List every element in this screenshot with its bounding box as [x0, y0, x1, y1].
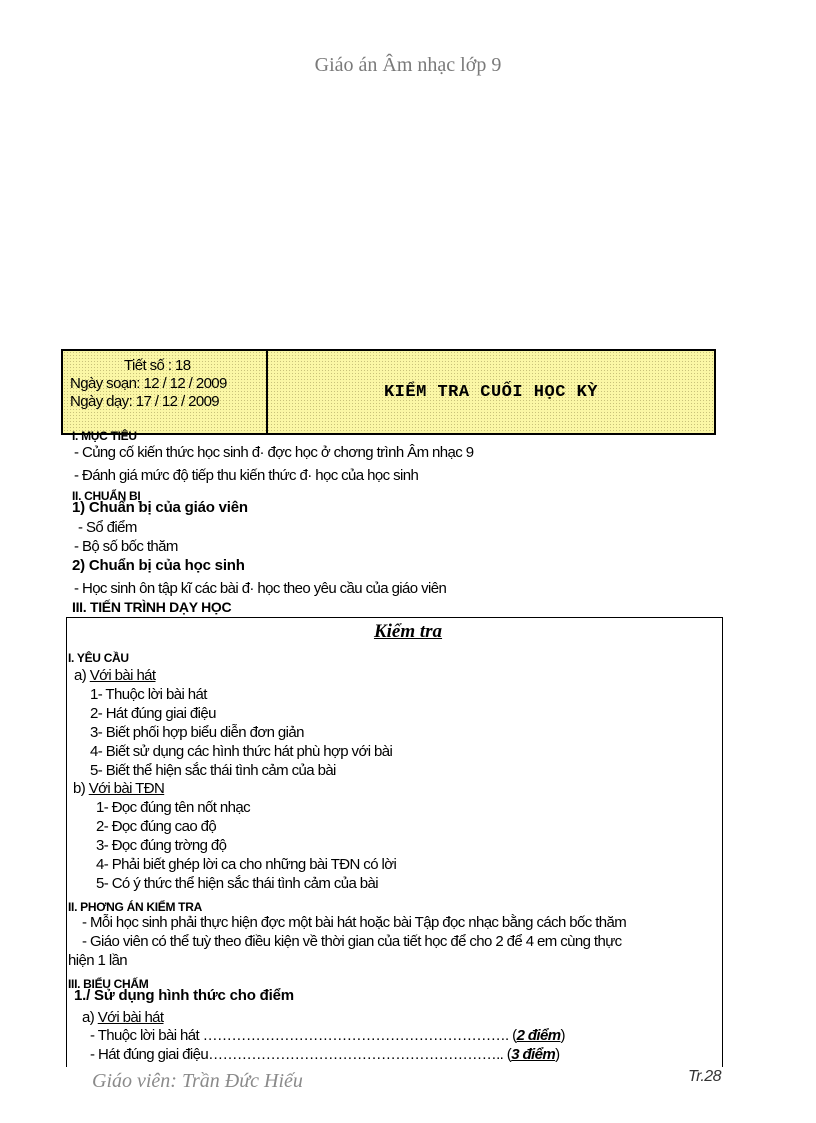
footer-teacher: Giáo viên: Trần Đức Hiếu [92, 1070, 303, 1092]
teacher-prep-heading: 1) Chuẩn bị của giáo viên [72, 499, 248, 516]
teacher-prep-item: - Sổ điểm [78, 519, 137, 536]
list-item: 4- Phải biết ghép lời ca cho những bài TĐN có lời [96, 856, 397, 873]
lesson-title: KIỂM TRA CUỐI HỌC KỲ [383, 382, 599, 402]
prep-date: Ngày soạn: 12 / 12 / 2009 [70, 375, 227, 392]
list-item: 5- Biết thể hiện sắc thái tình cảm của bài [90, 762, 336, 779]
list-item: 2- Hát đúng giai điệu [90, 705, 216, 722]
exam-plan-item: hiện 1 lần [68, 952, 128, 969]
list-item: 4- Biết sử dụng các hình thức hát phù hợp với bài [90, 743, 393, 760]
student-prep-item: - Học sinh ôn tập kĩ các bài đ· học theo yêu cầu của giáo viên [74, 580, 447, 597]
lesson-info-cell [63, 351, 268, 433]
teacher-prep-item: - Bộ số bốc thăm [74, 538, 178, 555]
list-item: 3- Biết phối hợp biểu diễn đơn giản [90, 724, 304, 741]
exam-plan-item: - Giáo viên có thể tuỳ theo điều kiện về thời gian của tiết học để cho 2 để 4 em cùng thực [82, 933, 622, 950]
objective-item: - Đánh giá mức độ tiếp thu kiến thức đ· học của học sinh [74, 467, 419, 484]
requirements-heading: I. YÊU CẦU [68, 651, 129, 665]
teach-date: Ngày dạy: 17 / 12 / 2009 [70, 393, 220, 410]
list-item: 3- Đọc đúng trờng độ [96, 837, 227, 854]
grading-item: - Thuộc lời bài hát ………………………………………………………. (2 điểm) [90, 1027, 565, 1044]
lesson-title-cell [268, 351, 714, 433]
grading-heading: III. BIỂU CHẤM [68, 977, 149, 991]
page-number: Tr.28 [688, 1068, 722, 1085]
list-item: 1- Đọc đúng tên nốt nhạc [96, 799, 251, 816]
grading-method-heading: 1./ Sử dụng hình thức cho điểm [74, 987, 294, 1004]
exam-plan-item: - Mỗi học sinh phải thực hiện đợc một bài hát hoặc bài Tập đọc nhạc bằng cách bốc thăm [82, 914, 627, 931]
objective-item: - Củng cố kiến thức học sinh đ· đợc học ở chơng trình Âm nhạc 9 [74, 444, 474, 461]
objectives-heading: I. MỤC TIÊU [72, 429, 137, 443]
list-item: 5- Có ý thức thể hiện sắc thái tình cảm của bài [96, 875, 379, 892]
lesson-number: Tiết số : 18 [124, 357, 191, 374]
tdn-subheading: b) Với bài TĐN [73, 780, 165, 797]
process-heading: III. TIẾN TRÌNH DẠY HỌC [72, 599, 232, 615]
lesson-info-table [61, 349, 716, 435]
list-item: 1- Thuộc lời bài hát [90, 686, 207, 703]
exam-plan-heading: II. PHƠNG ÁN KIỂM TRA [68, 900, 202, 914]
preparation-heading: II. CHUẨN BỊ [72, 489, 141, 503]
song-subheading: a) Với bài hát [74, 667, 156, 684]
document-header-title: Giáo án Âm nhạc lớp 9 [314, 54, 502, 76]
student-prep-heading: 2) Chuẩn bị của học sinh [72, 557, 245, 574]
grading-song-subheading: a) Với bài hát [82, 1009, 164, 1026]
list-item: 2- Đọc đúng cao độ [96, 818, 217, 835]
exam-title: Kiểm tra [373, 621, 443, 642]
grading-item: - Hát đúng giai điệu…………………………………………………….. (3 điểm) [90, 1046, 560, 1063]
